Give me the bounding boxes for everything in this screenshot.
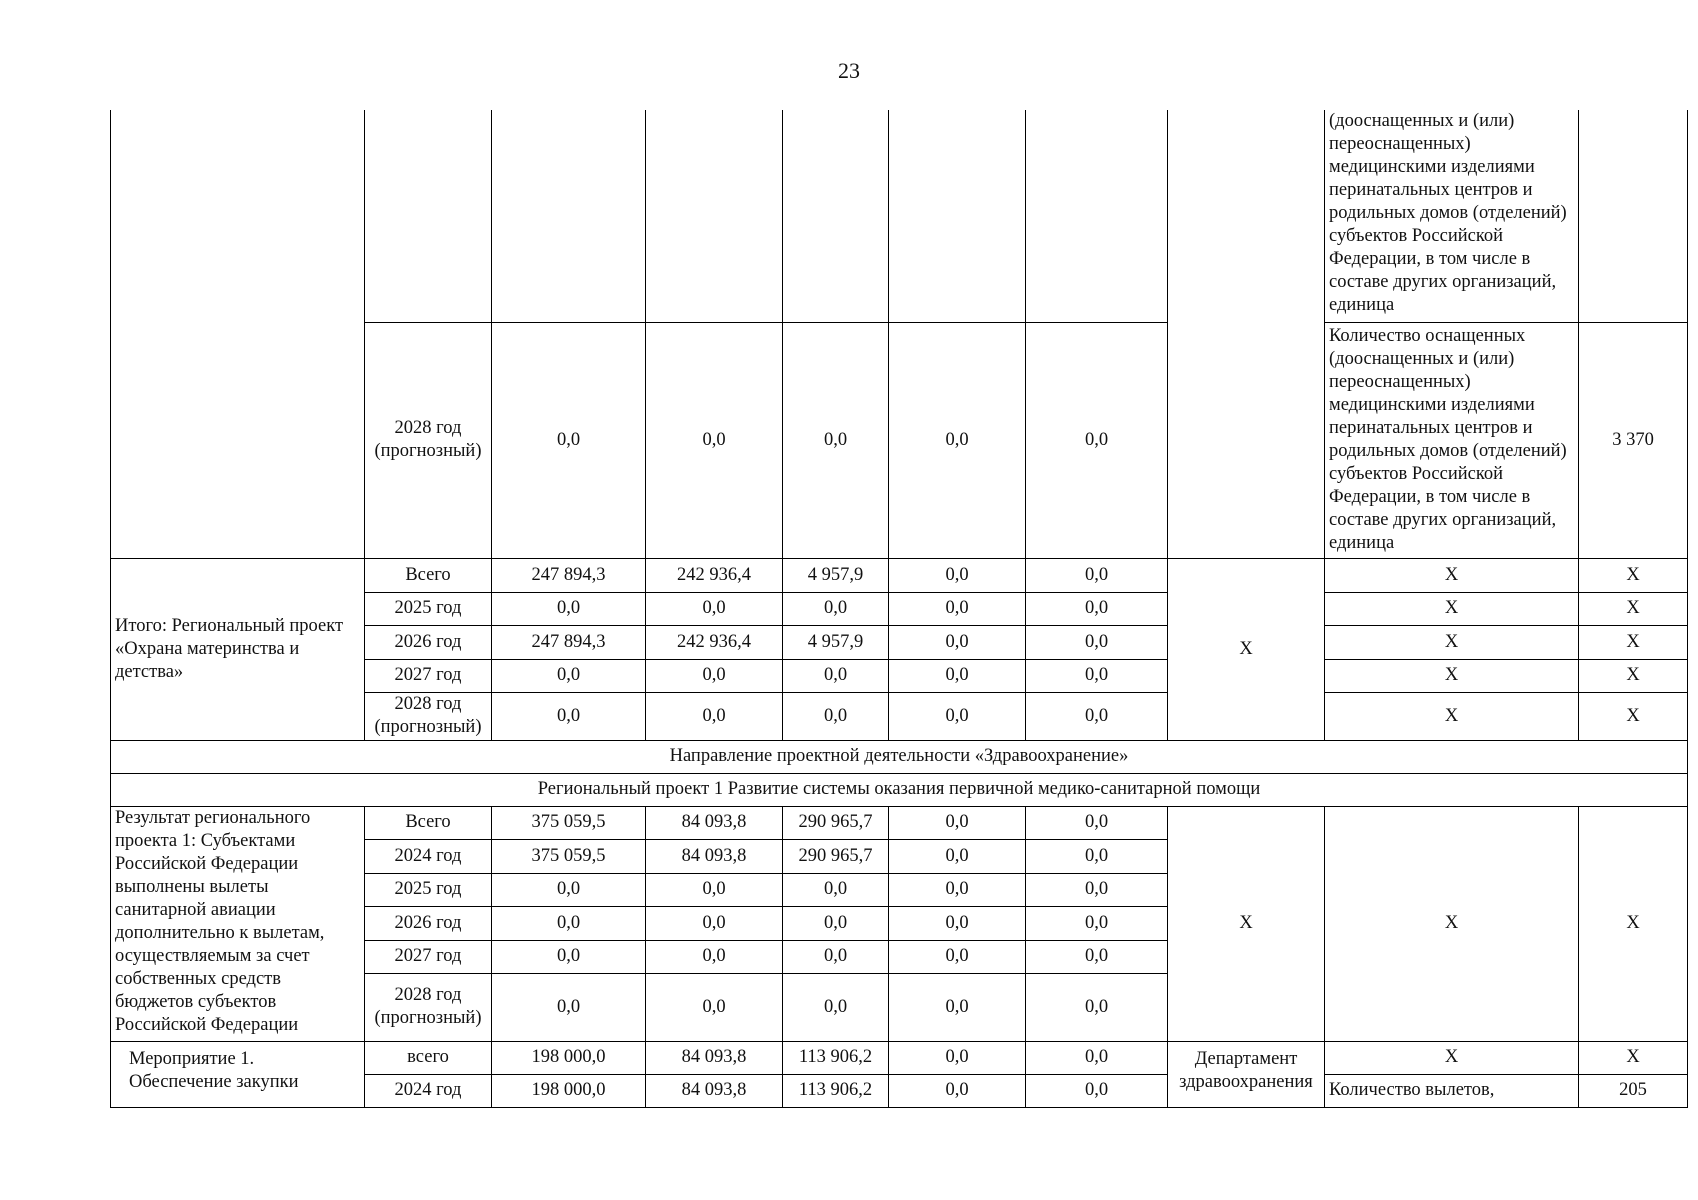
indicator-value-cell: X [1579,692,1688,740]
value-cell: 0,0 [1026,1074,1168,1107]
value-cell: 0,0 [1026,659,1168,692]
year-cell: Всего [365,806,492,839]
value-cell: 0,0 [1026,940,1168,973]
value-cell: 0,0 [492,906,646,940]
value-cell: 0,0 [889,973,1026,1041]
measure-label: Мероприятие 1. Обеспечение закупки [111,1041,365,1107]
value-cell: 0,0 [889,1074,1026,1107]
value-cell: 0,0 [783,659,889,692]
year-cell: 2025 год [365,592,492,625]
value-cell: 0,0 [646,940,783,973]
value-cell: 0,0 [889,839,1026,873]
value-cell: 0,0 [492,659,646,692]
year-cell: Всего [365,558,492,592]
value-cell: 113 906,2 [783,1074,889,1107]
value-cell: 242 936,4 [646,625,783,659]
year-cell: 2028 год (прогнозный) [365,973,492,1041]
value-cell: 247 894,3 [492,625,646,659]
value-cell: 0,0 [783,692,889,740]
value-cell: 0,0 [1026,592,1168,625]
value-cell: 0,0 [889,322,1026,558]
value-cell: 0,0 [783,592,889,625]
indicator-cell: Количество оснащенных (дооснащенных и (или) переоснащенных) медицинскими изделиями перинатальных центров и родильных домов (отделений) субъектов Российской Федерации, в том числе в составе других организаций, единица [1325,322,1579,558]
value-cell: 247 894,3 [492,558,646,592]
value-cell: 0,0 [1026,906,1168,940]
year-cell: 2025 год [365,873,492,906]
indicator-value-cell: X [1579,625,1688,659]
indicator-value-cell: X [1579,558,1688,592]
continued-cell [111,110,365,558]
value-cell: 0,0 [889,1041,1026,1074]
value-cell: 84 093,8 [646,806,783,839]
table-row [111,806,1688,839]
value-cell: 0,0 [646,322,783,558]
indicator-cell: X [1325,592,1579,625]
indicator-cell: X [1325,659,1579,692]
indicator-cell: X [1325,806,1579,1041]
value-cell: 84 093,8 [646,839,783,873]
indicator-cell: X [1325,1041,1579,1074]
value-cell: 0,0 [492,592,646,625]
value-cell: 0,0 [1026,839,1168,873]
value-cell: 84 093,8 [646,1041,783,1074]
value-cell: 0,0 [1026,1041,1168,1074]
value-cell: 0,0 [1026,625,1168,659]
value-cell: 0,0 [889,906,1026,940]
year-cell: 2027 год [365,659,492,692]
year-cell: 2027 год [365,940,492,973]
year-cell: 2026 год [365,625,492,659]
indicator-value-cell: X [1579,592,1688,625]
value-cell: 0,0 [646,906,783,940]
value-cell: 198 000,0 [492,1041,646,1074]
value-cell: 0,0 [1026,973,1168,1041]
executor-cell: X [1168,806,1325,1041]
table-row [111,1041,1688,1074]
value-cell: 242 936,4 [646,558,783,592]
year-cell: 2028 год (прогнозный) [365,322,492,558]
value-cell: 0,0 [783,322,889,558]
value-cell: 0,0 [646,692,783,740]
value-cell: 0,0 [889,940,1026,973]
value-cell: 198 000,0 [492,1074,646,1107]
result-label: Результат регионального проекта 1: Субъектами Российской Федерации выполнены вылеты санитарной авиации дополнительно к вылетам, осуществляемым за счет собственных средств бюджетов субъектов Российской Федерации [111,806,365,1041]
year-cell: всего [365,1041,492,1074]
executor-cell: Департамент здравоохранения [1168,1041,1325,1107]
value-cell: 0,0 [783,873,889,906]
value-cell: 0,0 [1026,692,1168,740]
indicator-value-cell: X [1579,1041,1688,1074]
value-cell: 0,0 [1026,806,1168,839]
value-cell: 113 906,2 [783,1041,889,1074]
year-cell: 2028 год (прогнозный) [365,692,492,740]
table-row [111,740,1688,773]
year-cell: 2024 год [365,839,492,873]
value-cell: 0,0 [492,873,646,906]
value-cell: 0,0 [492,973,646,1041]
indicator-cell: X [1325,692,1579,740]
value-cell: 375 059,5 [492,839,646,873]
executor-cell: X [1168,558,1325,740]
value-cell: 84 093,8 [646,1074,783,1107]
value-cell: 375 059,5 [492,806,646,839]
value-cell: 0,0 [889,873,1026,906]
table-row [111,773,1688,806]
indicator-cell: Количество вылетов, [1325,1074,1579,1107]
total-label: Итого: Региональный проект «Охрана материнства и детства» [111,558,365,740]
page-number: 23 [838,58,860,83]
budget-table [110,110,1688,1108]
value-cell: 0,0 [1026,322,1168,558]
indicator-value-cell: X [1579,806,1688,1041]
value-cell: 0,0 [889,659,1026,692]
value-cell: 0,0 [783,940,889,973]
indicator-cell: (дооснащенных и (или) переоснащенных) медицинскими изделиями перинатальных центров и родильных домов (отделений) субъектов Российской Федерации, в том числе в составе других организаций, единица [1325,110,1579,322]
value-cell: 290 965,7 [783,806,889,839]
value-cell: 0,0 [1026,558,1168,592]
indicator-value-cell: 3 370 [1579,322,1688,558]
value-cell: 0,0 [889,558,1026,592]
value-cell: 0,0 [492,322,646,558]
table-row [111,110,1688,322]
value-cell: 0,0 [783,906,889,940]
value-cell: 290 965,7 [783,839,889,873]
value-cell: 4 957,9 [783,625,889,659]
table-row [111,558,1688,592]
value-cell: 0,0 [646,973,783,1041]
indicator-value-cell: 205 [1579,1074,1688,1107]
value-cell: 0,0 [889,592,1026,625]
value-cell: 0,0 [646,873,783,906]
year-cell: 2024 год [365,1074,492,1107]
value-cell: 0,0 [646,592,783,625]
value-cell: 0,0 [889,806,1026,839]
direction-header: Направление проектной деятельности «Здравоохранение» [111,740,1688,773]
indicator-cell: X [1325,558,1579,592]
project-header: Региональный проект 1 Развитие системы оказания первичной медико-санитарной помощи [111,773,1688,806]
indicator-value-cell: X [1579,659,1688,692]
value-cell: 0,0 [889,692,1026,740]
value-cell: 0,0 [889,625,1026,659]
year-cell: 2026 год [365,906,492,940]
value-cell: 0,0 [492,940,646,973]
value-cell: 0,0 [783,973,889,1041]
indicator-cell: X [1325,625,1579,659]
value-cell: 0,0 [646,659,783,692]
value-cell: 0,0 [492,692,646,740]
value-cell: 0,0 [1026,873,1168,906]
value-cell: 4 957,9 [783,558,889,592]
